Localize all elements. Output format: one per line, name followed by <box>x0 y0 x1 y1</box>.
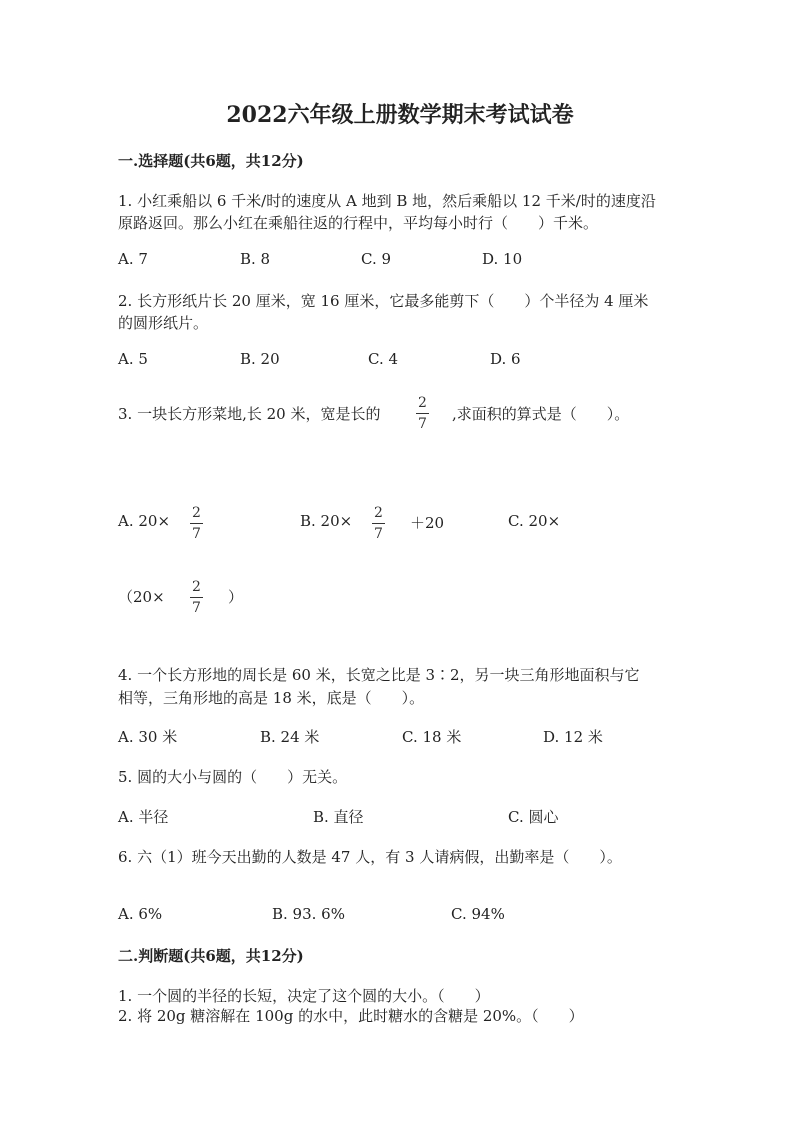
question-3-option-d-start: （20× <box>118 588 165 606</box>
question-5-option-b: B. 直径 <box>313 808 364 826</box>
question-3-text-start: 3. 一块长方形菜地,长 20 米，宽是长的 <box>118 405 381 423</box>
question-4-option-b: B. 24 米 <box>260 728 320 746</box>
fraction-numerator: 2 <box>418 395 427 411</box>
section-heading-choice: 一.选择题(共6题，共12分) <box>118 152 304 170</box>
fraction-numerator: 2 <box>192 579 201 595</box>
option-d-fraction <box>190 580 203 615</box>
question-4-option-c: C. 18 米 <box>402 728 462 746</box>
fraction-denominator: 7 <box>374 526 383 542</box>
question-4-line-1: 4. 一个长方形地的周长是 60 米，长宽之比是 3∶2，另一块三角形地面积与它 <box>118 666 640 684</box>
question-4-option-d: D. 12 米 <box>543 728 603 746</box>
question-3-option-d-end: ） <box>228 588 244 606</box>
question-2-option-a: A. 5 <box>118 350 148 368</box>
question-4-option-a: A. 30 米 <box>118 728 178 746</box>
question-4-line-2: 相等，三角形地的高是 18 米，底是（ ）。 <box>118 689 425 707</box>
section-heading-judgement: 二.判断题(共6题，共12分) <box>118 947 304 965</box>
fraction-numerator: 2 <box>192 505 201 521</box>
question-1-line-1: 1. 小红乘船以 6 千米/时的速度从 A 地到 B 地，然后乘船以 12 千米/时的速度沿 <box>118 192 656 210</box>
fraction-bar <box>190 523 203 524</box>
fraction-denominator: 7 <box>418 416 427 432</box>
option-b-tail: ＋20 <box>410 514 445 532</box>
judgement-1: 1. 一个圆的半径的长短，决定了这个圆的大小。（ ） <box>118 987 490 1005</box>
question-1-option-c: C. 9 <box>361 250 392 268</box>
judgement-2: 2. 将 20g 糖溶解在 100g 的水中，此时糖水的含糖是 20%。（ ） <box>118 1007 584 1025</box>
question-1-option-d: D. 10 <box>482 250 523 268</box>
question-3-option-c: C. 20× <box>508 512 561 530</box>
question-3-fraction <box>416 396 429 431</box>
question-6-option-b: B. 93. 6% <box>272 905 345 923</box>
question-3-option-b: B. 20× <box>300 512 353 530</box>
question-3-option-a: A. 20× <box>118 512 171 530</box>
fraction-numerator: 2 <box>374 505 383 521</box>
page-title: 2022六年级上册数学期末考试试卷 <box>226 102 574 128</box>
question-1-option-b: B. 8 <box>240 250 271 268</box>
question-1-option-a: A. 7 <box>118 250 148 268</box>
question-3-text-end: ,求面积的算式是（ ）。 <box>452 405 630 423</box>
option-b-fraction <box>372 506 385 541</box>
question-2-line-2: 的圆形纸片。 <box>118 314 209 332</box>
question-2-line-1: 2. 长方形纸片长 20 厘米，宽 16 厘米，它最多能剪下（ ）个半径为 4 厘米 <box>118 292 649 310</box>
fraction-denominator: 7 <box>192 526 201 542</box>
question-2-option-c: C. 4 <box>368 350 399 368</box>
question-5-option-c: C. 圆心 <box>508 808 559 826</box>
question-6-option-c: C. 94% <box>451 905 505 923</box>
question-6-line-1: 6. 六（1）班今天出勤的人数是 47 人，有 3 人请病假，出勤率是（ ）。 <box>118 848 622 866</box>
fraction-bar <box>416 413 429 414</box>
fraction-denominator: 7 <box>192 600 201 616</box>
question-2-option-d: D. 6 <box>490 350 521 368</box>
question-1-line-2: 原路返回。那么小红在乘船往返的行程中，平均每小时行（ ）千米。 <box>118 214 599 232</box>
fraction-bar <box>190 597 203 598</box>
question-5-option-a: A. 半径 <box>118 808 169 826</box>
question-6-option-a: A. 6% <box>118 905 163 923</box>
fraction-bar <box>372 523 385 524</box>
option-a-fraction <box>190 506 203 541</box>
question-2-option-b: B. 20 <box>240 350 280 368</box>
question-5-line-1: 5. 圆的大小与圆的（ ）无关。 <box>118 768 348 786</box>
